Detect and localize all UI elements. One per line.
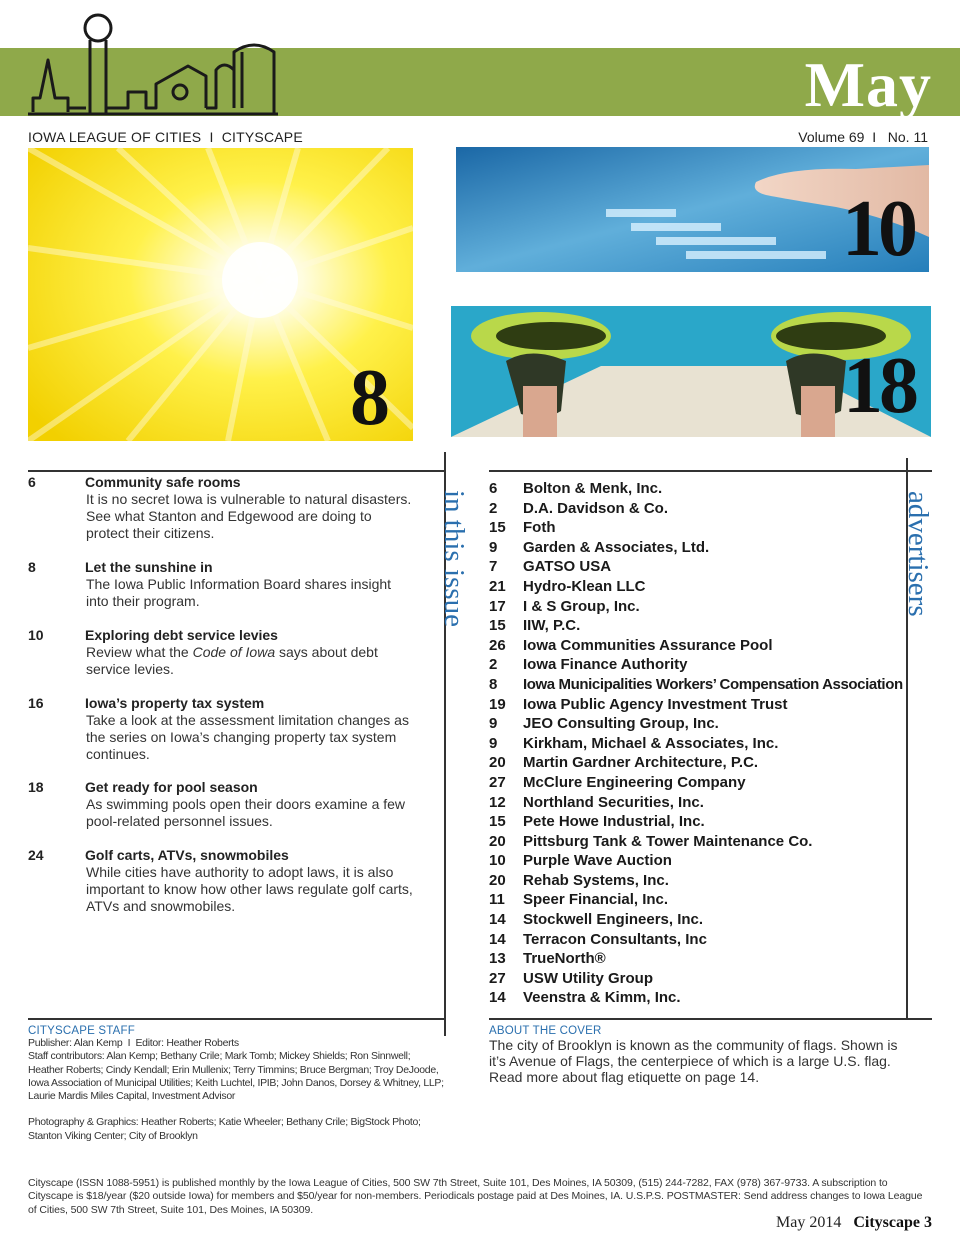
advertisers-top-rule: [489, 470, 932, 472]
publication-notice: Cityscape (ISSN 1088-5951) is published monthly by the Iowa League of Cities, 500 SW 7th Street, Suite 101, Des Moines, IA 50309, (515) 244-7282, FAX (978) 367-9733. A subscription to Cityscape is $18/year ($20 outside Iowa) for members and $50/year for non-members. Periodicals postage paid at Des Moines, IA. U.S.P.S. POSTMASTER: Send address changes to Iowa League of Cities, 500 SW 7th Street, Suite 101, Des Moines, IA 50309.: [28, 1177, 923, 1216]
advertiser-name: JEO Consulting Group, Inc.: [523, 715, 719, 733]
advertiser-page: 27: [489, 969, 506, 987]
issue-description: As swimming pools open their doors examine a few pool-related personnel issues.: [86, 796, 406, 829]
advertiser-row[interactable]: [489, 655, 899, 675]
advertiser-page: 14: [489, 911, 506, 929]
advertiser-row[interactable]: [489, 988, 899, 1008]
tablet-page-number: 10: [842, 185, 914, 272]
advertiser-name: Terracon Consultants, Inc: [523, 930, 707, 948]
issue-top-rule: [28, 470, 445, 472]
advertiser-name: Veenstra & Kimm, Inc.: [523, 989, 681, 1007]
advertiser-row[interactable]: [489, 949, 899, 969]
advertiser-page: 15: [489, 519, 506, 537]
staff-photography: Photography & Graphics: Heather Roberts; Katie Wheeler; Bethany Crile; BigStock Photo; Stanton Viking Center; City of Brooklyn: [28, 1116, 421, 1142]
advertisers-title: advertisers: [902, 491, 934, 617]
issue-title: Exploring debt service levies: [85, 627, 278, 643]
advertiser-name: Hydro-Klean LLC: [523, 577, 646, 595]
advertiser-page: 2: [489, 499, 498, 517]
advertiser-page: 20: [489, 871, 506, 889]
advertiser-row[interactable]: [489, 675, 903, 695]
sunshine-photo: [28, 148, 413, 441]
advertiser-name: Garden & Associates, Ltd.: [523, 538, 710, 556]
advertiser-name: Pete Howe Industrial, Inc.: [523, 813, 705, 831]
advertiser-row[interactable]: [489, 616, 899, 636]
advertiser-page: 9: [489, 538, 498, 556]
cover-text: The city of Brooklyn is known as the community of flags. Shown is it’s Avenue of Flags, the centerpiece of which is a large U.S. flag. Read more about flag etiquette on page 14.: [489, 1037, 898, 1085]
advertisers-bottom-rule: [489, 1018, 932, 1020]
advertiser-row[interactable]: [489, 597, 899, 617]
issue-description: The Iowa Public Information Board shares insight into their program.: [86, 576, 392, 609]
issue-page-number: 18: [28, 779, 44, 795]
issue-title: Get ready for pool season: [85, 779, 258, 795]
advertiser-row[interactable]: [489, 557, 899, 577]
issue-description-text: Review what the: [86, 644, 193, 660]
issue-description: It is no secret Iowa is vulnerable to natural disasters. See what Stanton and Edgewood are doing to protect their citizens.: [86, 491, 412, 541]
cover-section: [489, 1025, 899, 1085]
issue-page-number: 8: [28, 559, 36, 575]
issue-page-number: 24: [28, 847, 44, 863]
staff-publisher: Publisher: Alan Kemp I Editor: Heather Roberts: [28, 1037, 239, 1049]
advertiser-row[interactable]: [489, 714, 899, 734]
advertiser-page: 14: [489, 930, 506, 948]
advertiser-page: 15: [489, 617, 506, 635]
volume-number: Volume 69 I No. 11: [798, 129, 928, 145]
issue-title: Iowa’s property tax system: [85, 695, 265, 711]
advertiser-page: 26: [489, 636, 506, 654]
in-this-issue-title: in this issue: [438, 490, 470, 627]
advertiser-name: GATSO USA: [523, 558, 612, 576]
issue-title: Community safe rooms: [85, 474, 241, 490]
advertiser-row[interactable]: [489, 773, 899, 793]
advertiser-name: Stockwell Engineers, Inc.: [523, 911, 704, 929]
cover-heading: ABOUT THE COVER: [489, 1025, 602, 1037]
advertiser-row[interactable]: [489, 479, 899, 499]
advertiser-name: IIW, P.C.: [523, 617, 581, 635]
advertiser-row[interactable]: [489, 890, 899, 910]
advertiser-page: 9: [489, 734, 498, 752]
advertiser-name: USW Utility Group: [523, 969, 653, 987]
advertiser-row[interactable]: [489, 793, 899, 813]
issue-page-number: 16: [28, 695, 44, 711]
issue-page-number: 6: [28, 474, 36, 490]
pool-page-number: 18: [843, 342, 915, 430]
advertiser-page: 21: [489, 577, 506, 595]
advertiser-name: Iowa Finance Authority: [523, 656, 688, 674]
advertiser-name: Iowa Municipalities Workers’ Compensation Association: [523, 675, 903, 693]
issue-title: Let the sunshine in: [85, 559, 213, 575]
issue-description: [86, 644, 416, 678]
advertiser-page: 20: [489, 832, 506, 850]
advertiser-name: Kirkham, Michael & Associates, Inc.: [523, 734, 779, 752]
advertiser-row[interactable]: [489, 518, 899, 538]
issue-title: Golf carts, ATVs, snowmobiles: [85, 847, 289, 863]
pool-photo: [451, 306, 931, 437]
issue-date: May 2014: [776, 1214, 842, 1231]
advertiser-page: 6: [489, 480, 498, 497]
advertiser-name: Purple Wave Auction: [523, 852, 672, 870]
advertiser-row[interactable]: [489, 832, 899, 852]
advertiser-page: 7: [489, 558, 498, 576]
staff-section: [28, 1025, 448, 1143]
advertiser-name: Speer Financial, Inc.: [523, 891, 669, 909]
advertiser-page: 11: [489, 891, 505, 909]
advertisers-list: [489, 479, 903, 1008]
tablet-photo: [456, 147, 929, 272]
advertiser-row[interactable]: [489, 538, 899, 558]
advertiser-row[interactable]: [489, 812, 899, 832]
advertiser-name: Martin Gardner Architecture, P.C.: [523, 754, 759, 772]
issue-description-italic: Code of Iowa: [192, 644, 276, 660]
page-footer: [776, 1214, 932, 1232]
advertiser-page: 14: [489, 989, 506, 1007]
issue-description-text: says about debt service levies.: [86, 644, 378, 677]
advertiser-page: 17: [489, 597, 506, 615]
advertiser-page: 20: [489, 754, 506, 772]
sunshine-page-number: 8: [350, 354, 390, 441]
advertiser-page: 9: [489, 715, 498, 733]
advertiser-name: Northland Securities, Inc.: [523, 793, 704, 811]
advertiser-page: 10: [489, 852, 506, 870]
advertiser-page: 8: [489, 675, 498, 693]
advertiser-page: 15: [489, 813, 506, 831]
advertiser-name: Bolton & Menk, Inc.: [523, 480, 663, 497]
advertiser-row[interactable]: [489, 695, 899, 715]
page-label: Cityscape 3: [853, 1214, 932, 1231]
advertiser-row[interactable]: [489, 734, 899, 754]
issue-month: May: [804, 49, 932, 120]
advertiser-row[interactable]: [489, 910, 899, 930]
staff-heading: CITYSCAPE STAFF: [28, 1025, 135, 1037]
publication-name: IOWA LEAGUE OF CITIES I CITYSCAPE: [28, 129, 303, 145]
advertiser-page: 27: [489, 773, 506, 791]
advertiser-row[interactable]: [489, 753, 899, 773]
advertiser-name: I & S Group, Inc.: [523, 597, 640, 615]
issue-description: Take a look at the assessment limitation changes as the series on Iowa’s changing property tax system continues.: [86, 712, 409, 762]
advertiser-page: 12: [489, 793, 506, 811]
advertiser-row[interactable]: [489, 499, 899, 519]
advertiser-name: D.A. Davidson & Co.: [523, 499, 669, 517]
advertiser-page: 13: [489, 950, 506, 968]
advertiser-name: TrueNorth®: [523, 950, 606, 968]
staff-contributors: Staff contributors: Alan Kemp; Bethany Crile; Mark Tomb; Mickey Shields; Ron Sinnwell; Heather Roberts; Cindy Kendall; Erin Mullenix; Terry Timmins; Bruce Bergman; Troy DeJoode, Iowa Association of Municipal Utilities; Keith Luchtel, IPIB; John Danos, Dorsey & Whitney, LLP; Laurie Mardis Miles Capital, Investment Advisor: [28, 1050, 444, 1103]
advertiser-row[interactable]: [489, 969, 899, 989]
advertiser-name: McClure Engineering Company: [523, 773, 746, 791]
advertiser-name: Iowa Communities Assurance Pool: [523, 636, 773, 654]
advertiser-name: Pittsburg Tank & Tower Maintenance Co.: [523, 832, 813, 850]
advertiser-row[interactable]: [489, 577, 899, 597]
skyline-logo: [28, 8, 288, 118]
advertiser-row[interactable]: [489, 871, 899, 891]
advertiser-page: 2: [489, 656, 498, 674]
advertiser-page: 19: [489, 695, 506, 713]
issue-description: While cities have authority to adopt laws, it is also important to know how other laws regulate golf carts, ATVs and snowmobiles.: [86, 864, 413, 914]
advertiser-row[interactable]: [489, 851, 899, 871]
advertiser-name: Iowa Public Agency Investment Trust: [523, 695, 788, 713]
advertiser-row[interactable]: [489, 636, 899, 656]
issue-page-number: 10: [28, 627, 44, 643]
issue-bottom-rule: [28, 1018, 445, 1020]
advertiser-name: Foth: [523, 519, 556, 537]
advertiser-name: Rehab Systems, Inc.: [523, 871, 669, 889]
advertiser-row[interactable]: [489, 930, 899, 950]
